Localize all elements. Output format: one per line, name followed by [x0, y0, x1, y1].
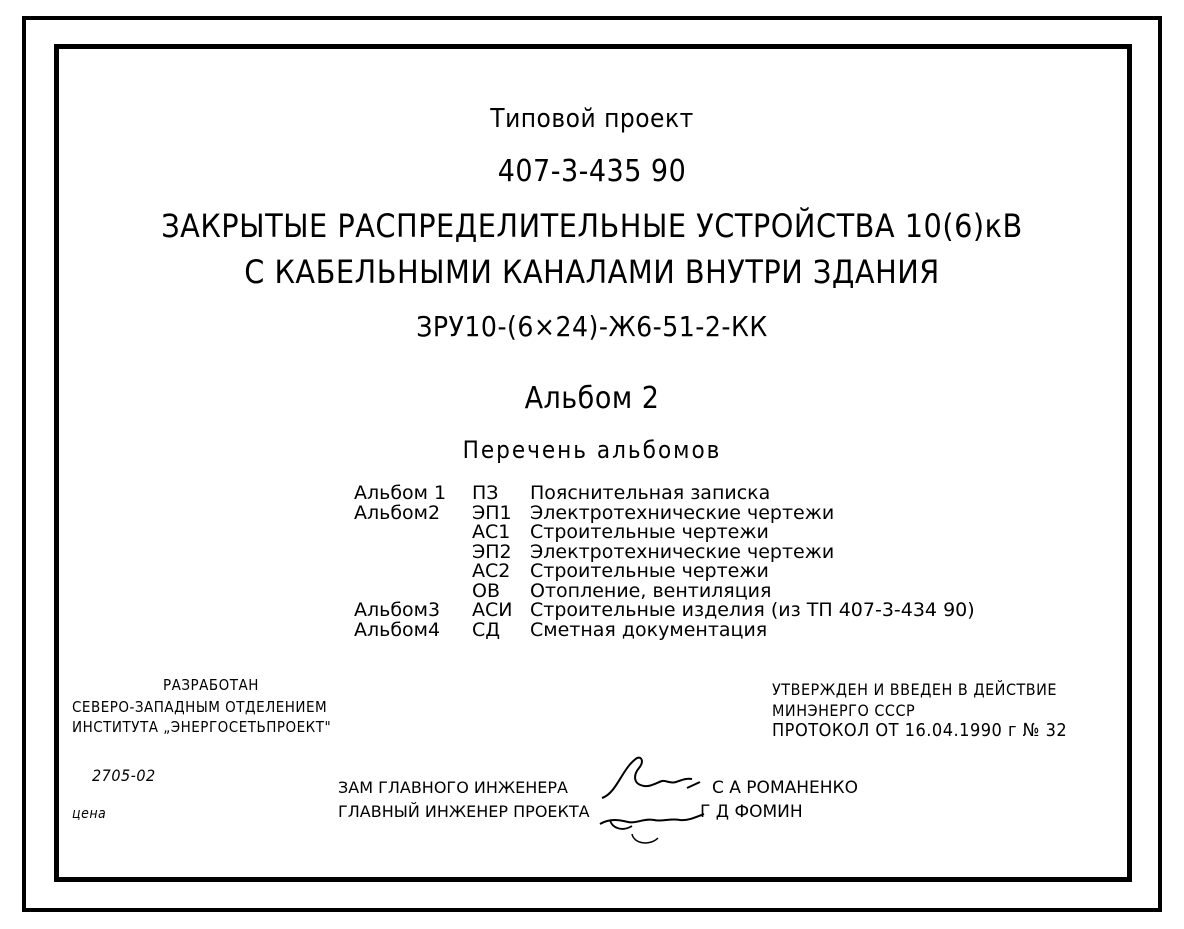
album-code: ЭП1 — [472, 501, 512, 524]
album-name: Альбом 1 — [354, 482, 447, 504]
developer-heading: РАЗРАБОТАН — [163, 676, 259, 694]
album-name: Альбом2 — [354, 501, 441, 524]
album-list-title: Перечень альбомов — [462, 436, 722, 464]
album-code: ПЗ — [472, 482, 499, 504]
approval-line-1: УТВЕРЖДЕН И ВВЕДЕН В ДЕЙСТВИЕ — [772, 680, 1058, 699]
project-number: 407-3-435 90 — [497, 154, 687, 189]
album-number: Альбом 2 — [524, 381, 660, 416]
title-line-1: ЗАКРЫТЫЕ РАСПРЕДЕЛИТЕЛЬНЫЕ УСТРОЙСТВА 10(6)кВ — [161, 207, 1023, 245]
album-name — [354, 543, 472, 563]
price-label: цена — [72, 806, 107, 822]
album-name — [354, 523, 472, 543]
album-desc: Строительные изделия (из ТП 407-3-434 90) — [530, 599, 975, 621]
album-row — [354, 523, 975, 543]
album-desc: Строительные чертежи — [530, 521, 769, 543]
album-name: Альбом4 — [354, 618, 441, 641]
project-type-label: Типовой проект — [490, 104, 694, 134]
title-line-2: С КАБЕЛЬНЫМИ КАНАЛАМИ ВНУТРИ ЗДАНИЯ — [244, 253, 940, 291]
album-desc: Строительные чертежи — [530, 560, 769, 582]
approval-line-3: ПРОТОКОЛ ОТ 16.04.1990 г № 32 — [772, 720, 1068, 741]
album-desc: Отопление, вентиляция — [530, 579, 772, 602]
album-row — [354, 618, 975, 641]
album-name: Альбом3 — [354, 599, 441, 621]
album-desc: Сметная документация — [530, 618, 768, 641]
album-row — [354, 601, 975, 621]
album-code: АС2 — [472, 560, 511, 582]
album-desc: Пояснительная записка — [530, 482, 771, 504]
album-list — [354, 484, 975, 640]
designation: ЗРУ10-(6×24)-Ж6-51-2-КК — [416, 310, 768, 343]
signature-names — [680, 776, 858, 824]
album-code: СД — [472, 618, 501, 641]
developer-line-2: ИНСТИТУТА „ЭНЕРГОСЕТЬПРОЕКТ" — [72, 718, 332, 736]
album-name — [354, 562, 472, 582]
signature-name-2: Г Д ФОМИН — [700, 802, 803, 822]
album-code: АС1 — [472, 521, 511, 543]
album-code: ОВ — [472, 579, 500, 602]
album-desc: Электротехнические чертежи — [530, 501, 835, 524]
signature-role-2: ГЛАВНЫЙ ИНЖЕНЕР ПРОЕКТА — [338, 802, 590, 821]
developer-line-1: СЕВЕРО-ЗАПАДНЫМ ОТДЕЛЕНИЕМ — [72, 698, 328, 716]
signature-role-1: ЗАМ ГЛАВНОГО ИНЖЕНЕРА — [338, 778, 568, 797]
album-row — [354, 562, 975, 582]
signature-name-1: С А РОМАНЕНКО — [712, 778, 858, 798]
album-code: АСИ — [472, 599, 513, 621]
approval-line-2: МИНЭНЕРГО СССР — [772, 701, 916, 720]
album-row — [354, 484, 975, 504]
signature-roles — [338, 776, 590, 824]
document-code: 2705-02 — [92, 766, 156, 785]
album-desc: Электротехнические чертежи — [530, 540, 835, 563]
album-code: ЭП2 — [472, 540, 512, 563]
